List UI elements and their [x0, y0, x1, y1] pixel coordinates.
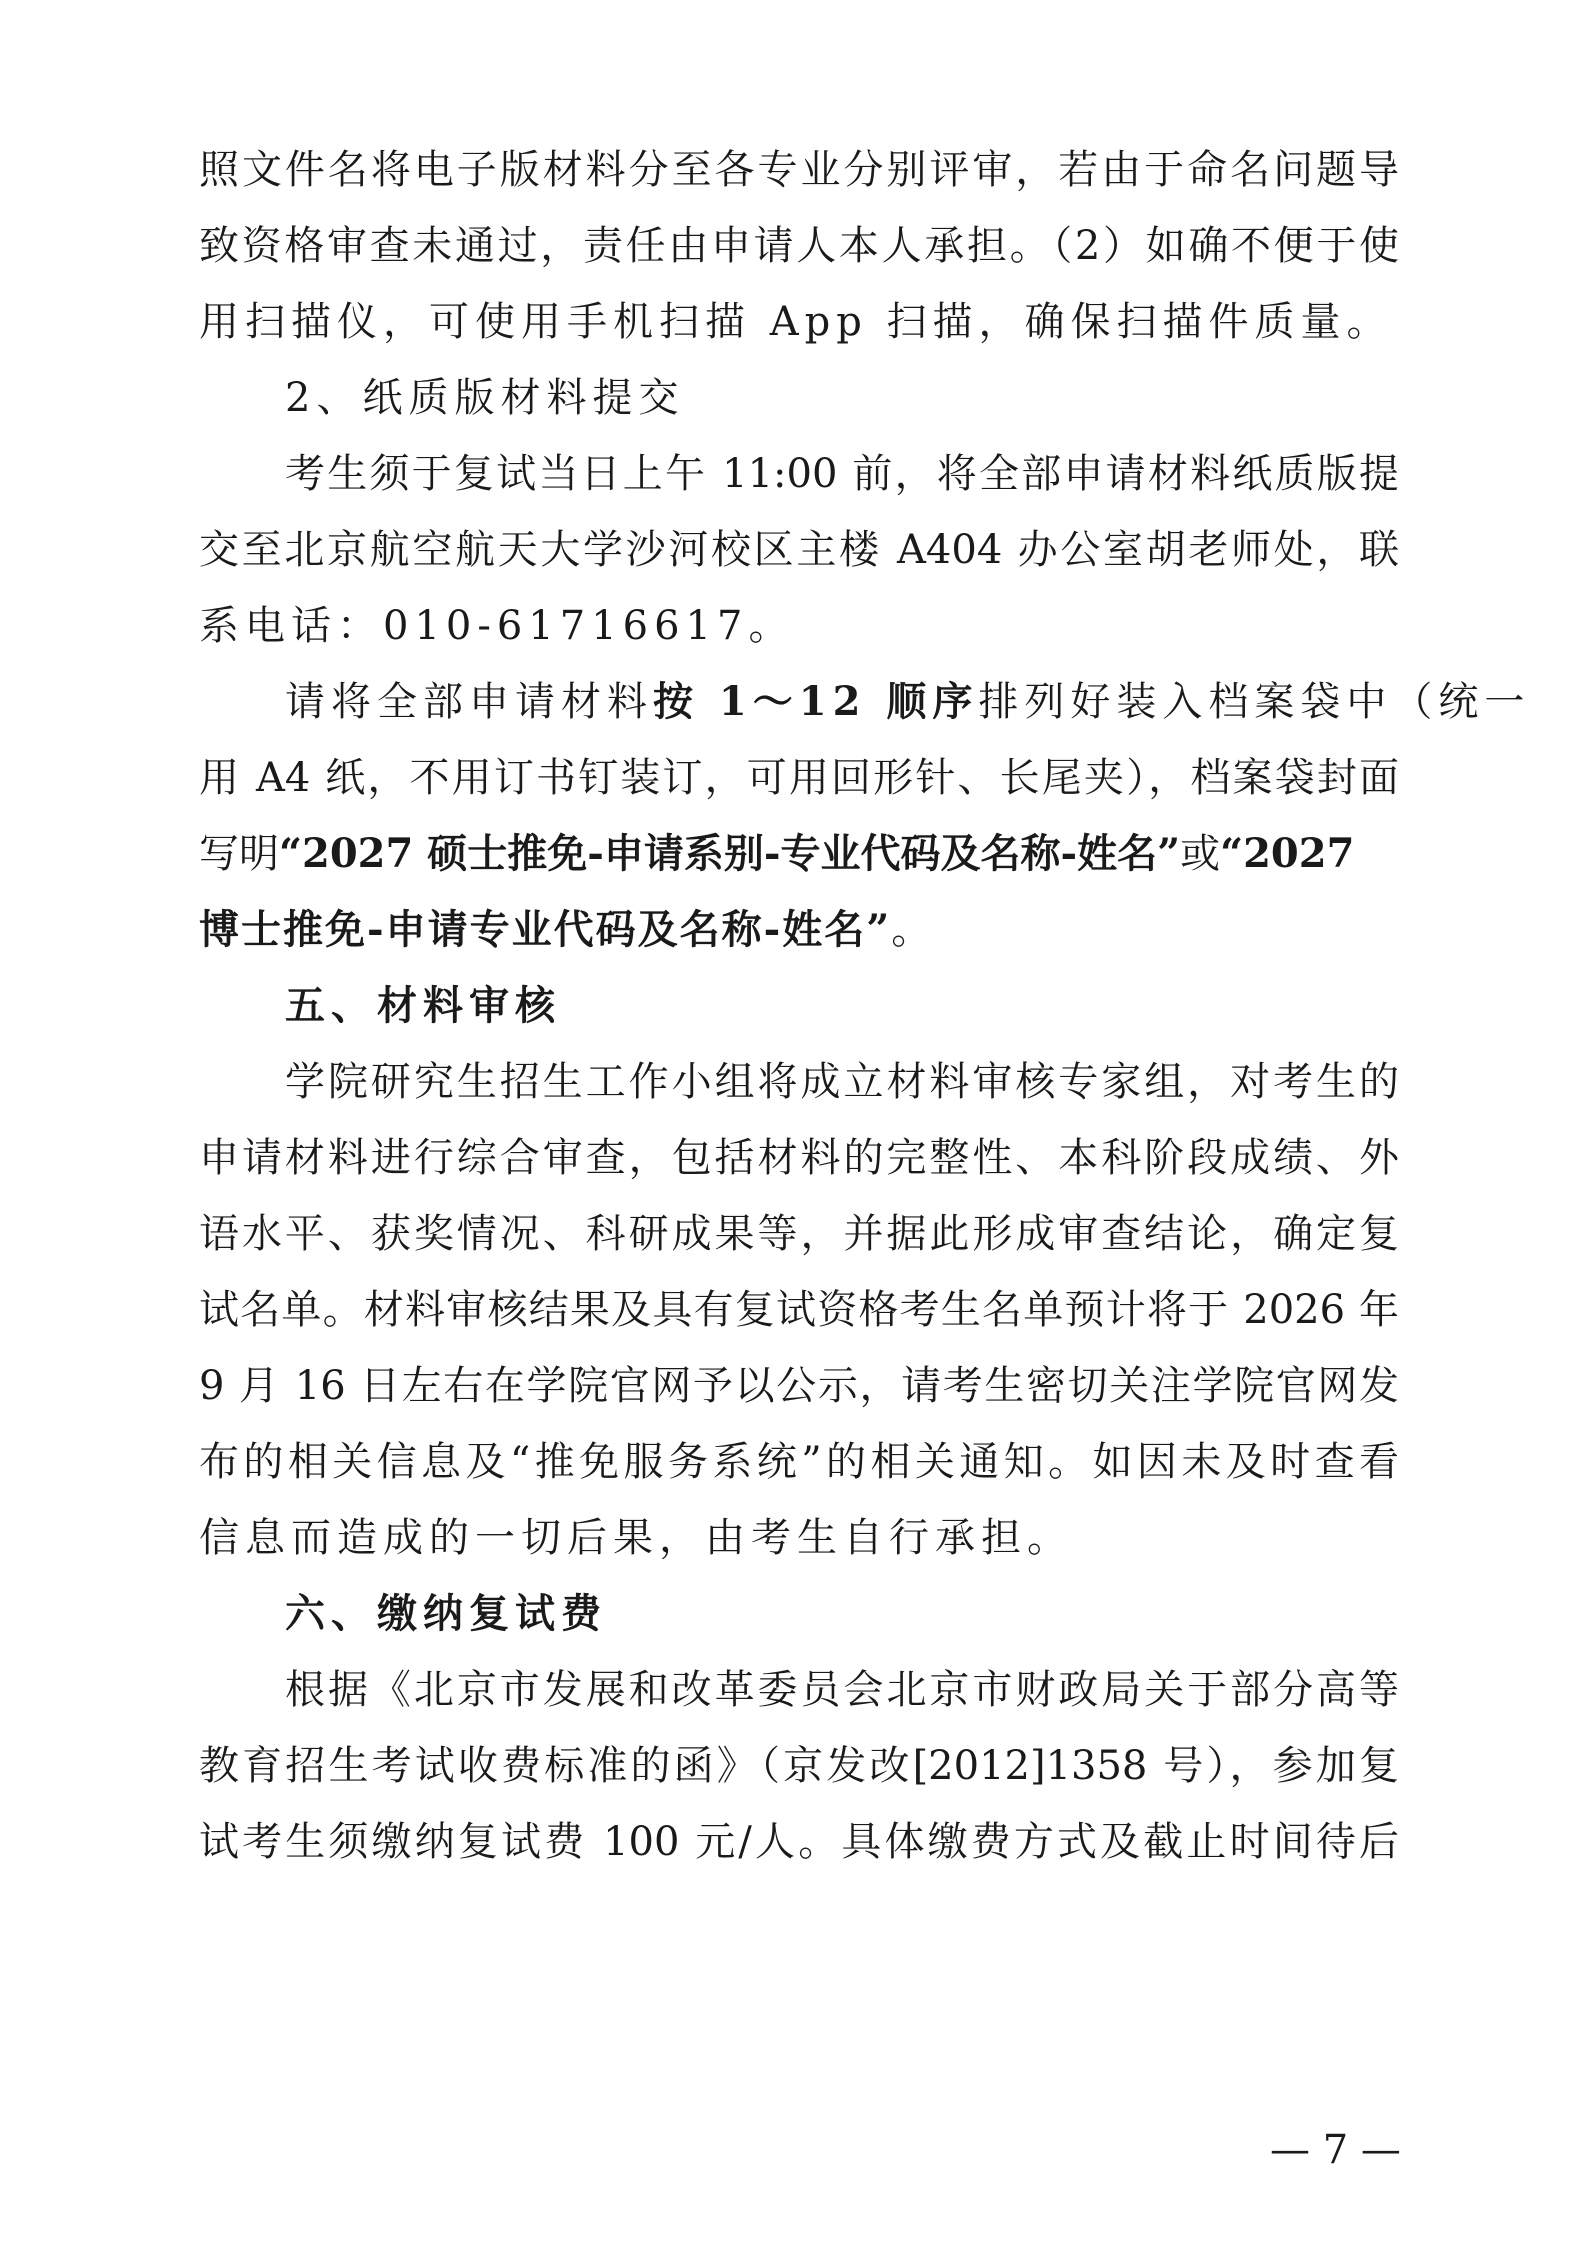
paragraph-line: 布的相关信息及“推免服务系统”的相关通知。如因未及时查看: [199, 1439, 1399, 1485]
section-heading-6: 六、缴纳复试费: [285, 1590, 607, 1637]
paragraph-line: 照文件名将电子版材料分至各专业分别评审，若由于命名问题导: [199, 147, 1399, 193]
paragraph-line: 交至北京航空航天大学沙河校区主楼 A404 办公室胡老师处，联: [199, 527, 1399, 573]
paragraph-line: 教育招生考试收费标准的函》（京发改[2012]1358 号），参加复: [199, 1743, 1399, 1789]
paragraph-line: 根据《北京市发展和改革委员会北京市财政局关于部分高等: [285, 1667, 1399, 1713]
bold-text-run: “2027 硕士推免-申请系别-专业代码及名称-姓名”: [279, 830, 1181, 877]
paragraph-line: 用扫描仪，可使用手机扫描 App 扫描，确保扫描件质量。: [199, 299, 1393, 345]
paragraph-line: 学院研究生招生工作小组将成立材料审核专家组，对考生的: [285, 1059, 1399, 1105]
page-number: — 7 —: [1270, 2127, 1401, 2173]
paragraph-line: 致资格审查未通过，责任由申请人本人承担。（2）如确不便于使: [199, 223, 1399, 269]
text-run: 写明: [199, 831, 279, 877]
text-run: 。: [891, 907, 934, 953]
paragraph-line: 用 A4 纸，不用订书钉装订，可用回形针、长尾夹），档案袋封面: [199, 755, 1399, 801]
subsection-heading: 2、纸质版材料提交: [285, 375, 685, 421]
paragraph-line: [199, 905, 1399, 955]
paragraph-line: 语水平、获奖情况、科研成果等，并据此形成审查结论，确定复: [199, 1211, 1399, 1257]
text-run: 请将全部申请材料: [285, 679, 653, 725]
paragraph-line: 系电话：010-61716617。: [199, 603, 795, 649]
section-heading-5: 五、材料审核: [285, 982, 561, 1029]
paragraph-line: 试考生须缴纳复试费 100 元/人。具体缴费方式及截止时间待后: [199, 1819, 1399, 1865]
bold-text-run: 博士推免-申请专业代码及名称-姓名”: [199, 906, 892, 953]
text-run: 或: [1180, 831, 1221, 877]
paragraph-line: 申请材料进行综合审查，包括材料的完整性、本科阶段成绩、外: [199, 1135, 1399, 1181]
paragraph-line: 试名单。材料审核结果及具有复试资格考生名单预计将于 2026 年: [199, 1287, 1399, 1333]
text-run: 排列好装入档案袋中（统一: [978, 679, 1531, 725]
bold-text-run: “2027: [1220, 830, 1355, 877]
paragraph-line: 考生须于复试当日上午 11:00 前，将全部申请材料纸质版提: [285, 451, 1399, 497]
bold-text-run: 按 1～12 顺序: [653, 678, 979, 725]
paragraph-line: [199, 829, 1399, 879]
paragraph-line: 9 月 16 日左右在学院官网予以公示，请考生密切关注学院官网发: [199, 1363, 1399, 1409]
paragraph-line: [285, 677, 1531, 727]
paragraph-line: 信息而造成的一切后果，由考生自行承担。: [199, 1515, 1073, 1561]
